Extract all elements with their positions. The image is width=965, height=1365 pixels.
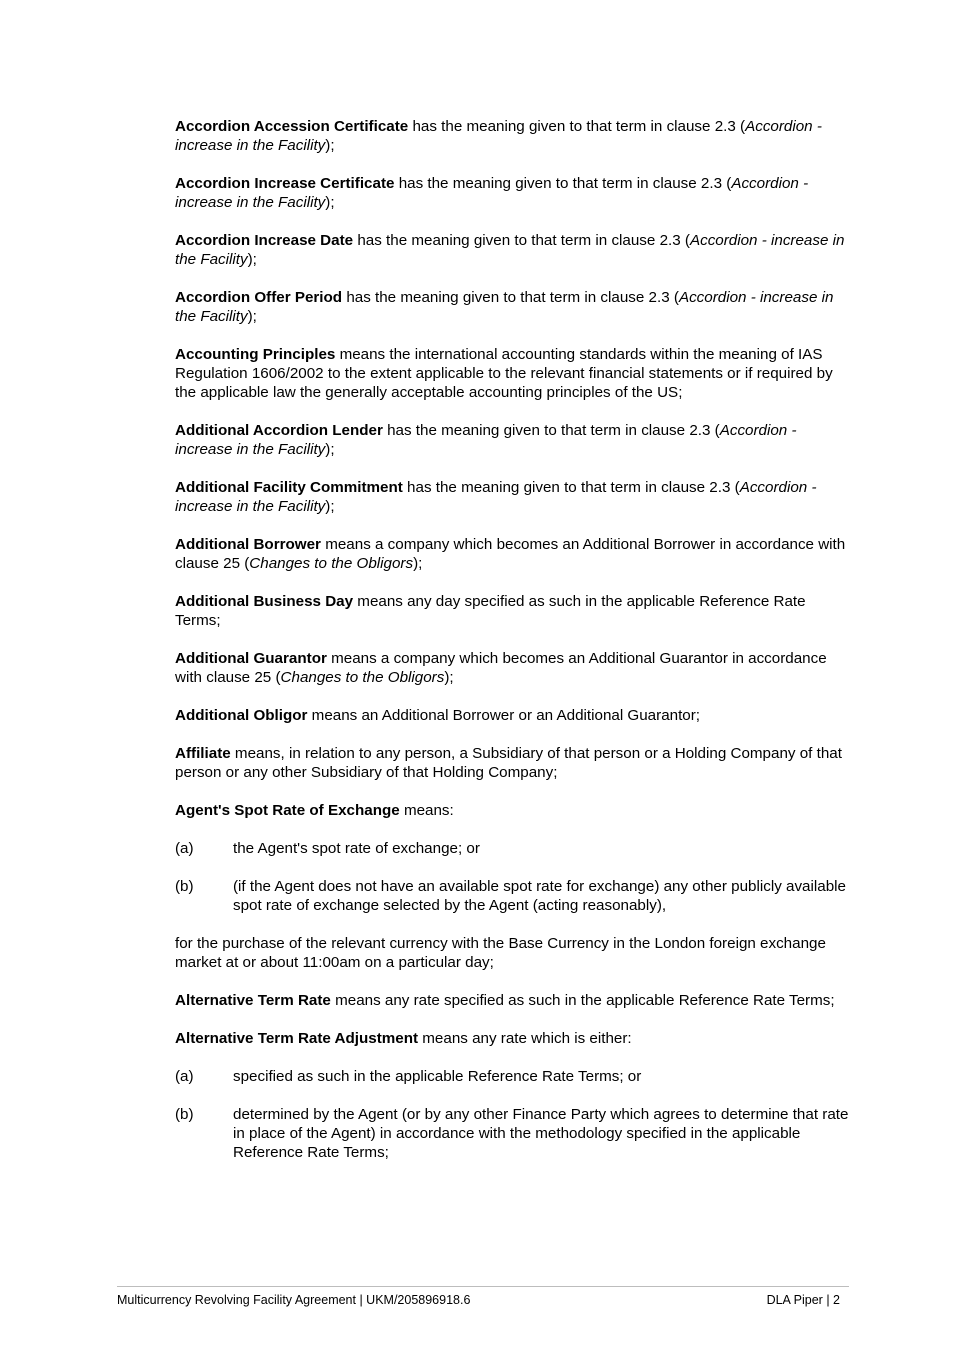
definition-text: has the meaning given to that term in clause 2.3 ( xyxy=(408,118,746,135)
list-label: (b) xyxy=(175,878,194,895)
footer-divider xyxy=(117,1286,849,1287)
definition-text: means a company which becomes an Additional Borrower in accordance with clause 25 ( xyxy=(175,536,846,572)
defined-term: Accordion Accession Certificate xyxy=(175,118,409,135)
footer-document-reference: Multicurrency Revolving Facility Agreement | UKM/205896918.6 xyxy=(117,1293,471,1307)
definition-text-end: ); xyxy=(325,498,335,515)
definition-text: has the meaning given to that term in clause 2.3 ( xyxy=(342,289,679,306)
list-item xyxy=(175,877,855,915)
definition-text: means any day specified as such in the applicable Reference Rate Terms; xyxy=(175,593,806,629)
definition xyxy=(175,174,855,212)
definition xyxy=(175,478,855,516)
definition xyxy=(175,421,855,459)
list-text: (if the Agent does not have an available spot rate for exchange) any other publicly available spot rate of exchange selected by the Agent (acting reasonably), xyxy=(233,878,846,914)
definition xyxy=(175,535,855,573)
clause-reference: Accordion - increase in the Facility xyxy=(175,232,845,268)
definition-text: means a company which becomes an Additional Guarantor in accordance with clause 25 ( xyxy=(175,650,827,686)
footer-page-number: DLA Piper | 2 xyxy=(766,1293,840,1307)
definition xyxy=(175,592,855,630)
list-item xyxy=(175,1105,855,1162)
definition xyxy=(175,231,855,269)
defined-term: Accordion Offer Period xyxy=(175,289,343,306)
definition-text-end: ); xyxy=(444,669,454,686)
defined-term: Accounting Principles xyxy=(175,346,336,363)
definition-text: means the international accounting standards within the meaning of IAS Regulation 1606/2002 to the extent applicable to the relevant financial statements or if required by the applicable law the generally acceptable accounting principles of the US; xyxy=(175,346,833,401)
clause-reference: Changes to the Obligors xyxy=(280,669,445,686)
definition-text-end: ); xyxy=(247,308,257,325)
definition-text: has the meaning given to that term in clause 2.3 ( xyxy=(382,422,720,439)
definition-text: means an Additional Borrower or an Additional Guarantor; xyxy=(307,707,701,724)
definition-text-end: ); xyxy=(325,194,335,211)
list-label: (a) xyxy=(175,1068,194,1085)
list-item xyxy=(175,1067,855,1086)
defined-term: Additional Business Day xyxy=(175,593,354,610)
definition xyxy=(175,649,855,687)
list-item xyxy=(175,839,855,858)
definition-text: means any rate specified as such in the applicable Reference Rate Terms; xyxy=(330,992,835,1009)
definition-text-end: ); xyxy=(325,137,335,154)
clause-reference: Accordion - increase in the Facility xyxy=(175,422,797,458)
definition xyxy=(175,117,855,155)
definition-text: has the meaning given to that term in clause 2.3 ( xyxy=(353,232,690,249)
list-label: (a) xyxy=(175,840,194,857)
clause-reference: Accordion - increase in the Facility xyxy=(175,289,834,325)
definition-text: has the meaning given to that term in clause 2.3 ( xyxy=(402,479,740,496)
definition xyxy=(175,706,855,725)
defined-term: Affiliate xyxy=(175,745,231,762)
clause-reference: Accordion - increase in the Facility xyxy=(175,118,822,154)
definition-tail: for the purchase of the relevant currency with the Base Currency in the London foreign exchange market at or about 11:00am on a particular day; xyxy=(175,935,826,971)
definition-text: means any rate which is either: xyxy=(418,1030,632,1047)
clause-reference: Accordion - increase in the Facility xyxy=(175,479,817,515)
definition xyxy=(175,345,855,402)
definition-text-end: ); xyxy=(413,555,423,572)
definition xyxy=(175,288,855,326)
definition-text: means, in relation to any person, a Subsidiary of that person or a Holding Company of that person or any other Subsidiary of that Holding Company; xyxy=(175,745,842,781)
defined-term: Additional Borrower xyxy=(175,536,321,553)
definition-text-end: ); xyxy=(247,251,257,268)
defined-term: Additional Obligor xyxy=(175,707,308,724)
clause-reference: Changes to the Obligors xyxy=(249,555,414,572)
defined-term: Additional Accordion Lender xyxy=(175,422,383,439)
list-text: the Agent's spot rate of exchange; or xyxy=(233,840,480,857)
list-text: determined by the Agent (or by any other Finance Party which agrees to determine that rate in place of the Agent) in accordance with the methodology specified in the applicable Reference Rate Terms; xyxy=(233,1106,849,1161)
defined-term: Accordion Increase Certificate xyxy=(175,175,395,192)
list-label: (b) xyxy=(175,1106,194,1123)
defined-term: Accordion Increase Date xyxy=(175,232,354,249)
definition-text: has the meaning given to that term in clause 2.3 ( xyxy=(394,175,732,192)
defined-term: Alternative Term Rate Adjustment xyxy=(175,1030,419,1047)
defined-term: Additional Guarantor xyxy=(175,650,327,667)
list-text: specified as such in the applicable Reference Rate Terms; or xyxy=(233,1068,642,1085)
definition xyxy=(175,801,855,820)
clause-reference: Accordion - increase in the Facility xyxy=(175,175,809,211)
defined-term: Additional Facility Commitment xyxy=(175,479,403,496)
definition-text: means: xyxy=(399,802,454,819)
defined-term: Agent's Spot Rate of Exchange xyxy=(175,802,400,819)
definition-text-end: ); xyxy=(325,441,335,458)
defined-term: Alternative Term Rate xyxy=(175,992,331,1009)
definition xyxy=(175,744,855,782)
definitions-body xyxy=(175,117,855,1181)
definition xyxy=(175,991,855,1010)
definition xyxy=(175,1029,855,1048)
